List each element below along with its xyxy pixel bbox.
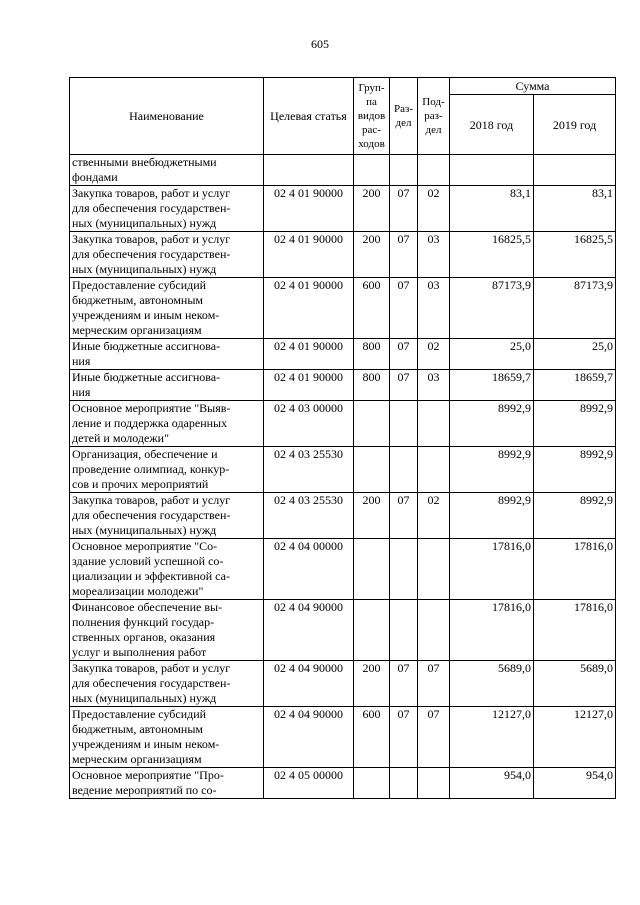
row-target-article: 02 4 04 90000 (264, 707, 354, 768)
row-section (390, 539, 418, 600)
row-expense-group: 200 (354, 232, 390, 278)
row-expense-group: 800 (354, 370, 390, 401)
table-row (70, 493, 616, 539)
row-section: 07 (390, 278, 418, 339)
row-subsection: 02 (418, 339, 450, 370)
row-expense-group: 200 (354, 661, 390, 707)
row-expense-group (354, 600, 390, 661)
header-subsection: Под- раз- дел (418, 78, 450, 155)
row-target-article (264, 155, 354, 186)
row-sum-2018: 17816,0 (450, 600, 534, 661)
row-name: Закупка товаров, работ и услуг для обеспечения государствен- ных (муниципальных) нужд (70, 186, 264, 232)
table-row (70, 339, 616, 370)
row-sum-2019: 87173,9 (534, 278, 616, 339)
row-name: Закупка товаров, работ и услуг для обеспечения государствен- ных (муниципальных) нужд (70, 661, 264, 707)
row-subsection (418, 768, 450, 799)
row-subsection: 02 (418, 186, 450, 232)
row-subsection (418, 447, 450, 493)
row-section (390, 768, 418, 799)
header-sum: Сумма (450, 78, 616, 95)
row-subsection (418, 600, 450, 661)
row-sum-2019: 17816,0 (534, 600, 616, 661)
row-section: 07 (390, 339, 418, 370)
row-name: Финансовое обеспечение вы- полнения функций государ- ственных органов, оказания услуг и выполнения работ (70, 600, 264, 661)
row-sum-2018: 87173,9 (450, 278, 534, 339)
row-section: 07 (390, 232, 418, 278)
header-year-2018: 2018 год (450, 95, 534, 155)
row-sum-2019: 8992,9 (534, 493, 616, 539)
row-expense-group: 200 (354, 186, 390, 232)
row-name: Закупка товаров, работ и услуг для обеспечения государствен- ных (муниципальных) нужд (70, 493, 264, 539)
table-row (70, 707, 616, 768)
row-section (390, 600, 418, 661)
table-row (70, 401, 616, 447)
table-row (70, 661, 616, 707)
row-sum-2018: 8992,9 (450, 401, 534, 447)
row-target-article: 02 4 01 90000 (264, 339, 354, 370)
row-subsection: 03 (418, 370, 450, 401)
row-name: Основное мероприятие "Про- ведение мероприятий по со- (70, 768, 264, 799)
row-sum-2019: 8992,9 (534, 401, 616, 447)
row-section: 07 (390, 707, 418, 768)
row-section (390, 155, 418, 186)
row-subsection: 07 (418, 707, 450, 768)
row-sum-2019: 8992,9 (534, 447, 616, 493)
row-subsection: 03 (418, 278, 450, 339)
row-subsection: 03 (418, 232, 450, 278)
row-expense-group: 600 (354, 707, 390, 768)
row-sum-2019: 83,1 (534, 186, 616, 232)
row-subsection (418, 155, 450, 186)
row-section: 07 (390, 186, 418, 232)
row-expense-group (354, 447, 390, 493)
table-row (70, 155, 616, 186)
row-target-article: 02 4 01 90000 (264, 278, 354, 339)
table-row (70, 370, 616, 401)
row-target-article: 02 4 03 25530 (264, 493, 354, 539)
row-target-article: 02 4 04 90000 (264, 661, 354, 707)
row-sum-2018 (450, 155, 534, 186)
row-section: 07 (390, 370, 418, 401)
row-section: 07 (390, 493, 418, 539)
header-group: Груп- па видов рас- ходов (354, 78, 390, 155)
row-sum-2019: 16825,5 (534, 232, 616, 278)
table-row (70, 186, 616, 232)
row-subsection (418, 401, 450, 447)
row-name: Закупка товаров, работ и услуг для обеспечения государствен- ных (муниципальных) нужд (70, 232, 264, 278)
row-name: Предоставление субсидий бюджетным, автономным учреждениям и иным неком- мерческим организациям (70, 278, 264, 339)
row-name: Основное мероприятие "Выяв- ление и поддержка одаренных детей и молодежи" (70, 401, 264, 447)
row-name: Иные бюджетные ассигнова- ния (70, 339, 264, 370)
row-expense-group: 200 (354, 493, 390, 539)
row-expense-group (354, 155, 390, 186)
row-subsection (418, 539, 450, 600)
row-name: Организация, обеспечение и проведение олимпиад, конкур- сов и прочих мероприятий (70, 447, 264, 493)
budget-table (69, 77, 616, 799)
header-year-2019: 2019 год (534, 95, 616, 155)
row-expense-group (354, 768, 390, 799)
row-target-article: 02 4 05 00000 (264, 768, 354, 799)
row-section (390, 447, 418, 493)
budget-table-body (70, 155, 616, 799)
row-sum-2019 (534, 155, 616, 186)
row-target-article: 02 4 03 25530 (264, 447, 354, 493)
row-section (390, 401, 418, 447)
row-sum-2018: 83,1 (450, 186, 534, 232)
table-row (70, 600, 616, 661)
row-sum-2019: 954,0 (534, 768, 616, 799)
row-target-article: 02 4 01 90000 (264, 186, 354, 232)
row-expense-group (354, 539, 390, 600)
row-sum-2018: 8992,9 (450, 447, 534, 493)
row-sum-2018: 17816,0 (450, 539, 534, 600)
row-sum-2018: 25,0 (450, 339, 534, 370)
row-target-article: 02 4 01 90000 (264, 370, 354, 401)
table-row (70, 232, 616, 278)
row-sum-2018: 8992,9 (450, 493, 534, 539)
row-expense-group: 600 (354, 278, 390, 339)
row-target-article: 02 4 01 90000 (264, 232, 354, 278)
row-sum-2019: 18659,7 (534, 370, 616, 401)
row-name: ственными внебюджетными фондами (70, 155, 264, 186)
table-row (70, 768, 616, 799)
row-sum-2019: 5689,0 (534, 661, 616, 707)
row-sum-2019: 17816,0 (534, 539, 616, 600)
page-number: 605 (311, 37, 329, 51)
header-section: Раз- дел (390, 78, 418, 155)
row-subsection: 07 (418, 661, 450, 707)
row-name: Иные бюджетные ассигнова- ния (70, 370, 264, 401)
row-expense-group (354, 401, 390, 447)
row-sum-2018: 5689,0 (450, 661, 534, 707)
row-target-article: 02 4 04 00000 (264, 539, 354, 600)
row-name: Основное мероприятие "Со- здание условий успешной со- циализации и эффективной са- мореализации молодежи" (70, 539, 264, 600)
row-expense-group: 800 (354, 339, 390, 370)
row-target-article: 02 4 03 00000 (264, 401, 354, 447)
table-row (70, 539, 616, 600)
row-sum-2019: 25,0 (534, 339, 616, 370)
row-name: Предоставление субсидий бюджетным, автономным учреждениям и иным неком- мерческим организациям (70, 707, 264, 768)
row-target-article: 02 4 04 90000 (264, 600, 354, 661)
row-sum-2018: 16825,5 (450, 232, 534, 278)
row-sum-2018: 954,0 (450, 768, 534, 799)
row-sum-2019: 12127,0 (534, 707, 616, 768)
table-row (70, 278, 616, 339)
table-row (70, 447, 616, 493)
row-subsection: 02 (418, 493, 450, 539)
row-sum-2018: 18659,7 (450, 370, 534, 401)
header-name: Наименование (70, 78, 264, 155)
row-section: 07 (390, 661, 418, 707)
row-sum-2018: 12127,0 (450, 707, 534, 768)
header-article: Целевая статья (264, 78, 354, 155)
